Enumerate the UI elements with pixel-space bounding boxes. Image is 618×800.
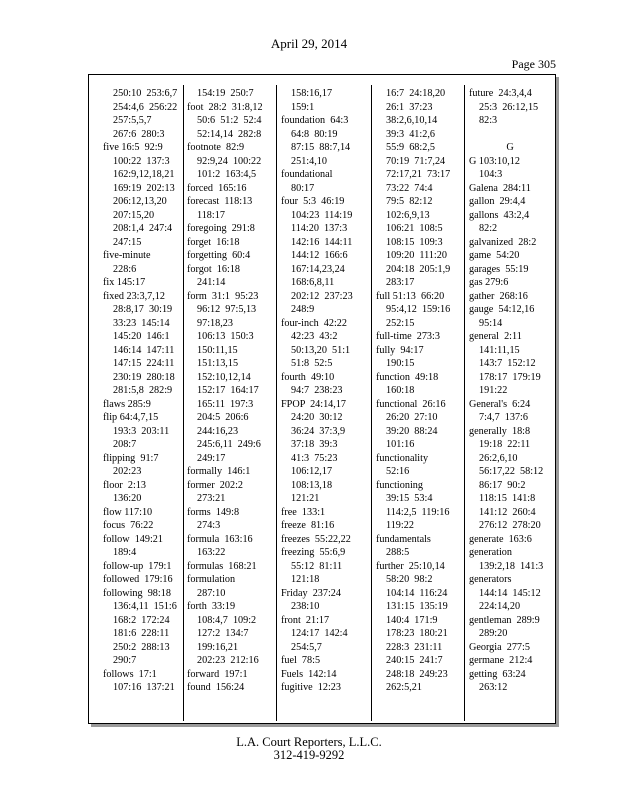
index-line: 39:3 41:2,6 [386,128,435,140]
index-line: 124:17 142:4 [291,628,348,639]
index-line: 207:15,20 [113,209,155,221]
index-line: 247:15 [113,236,142,248]
index-line: 26:2,6,10 [479,452,518,464]
index-line: gather 268:16 [469,290,528,302]
index-line: formulas 168:21 [187,560,257,572]
index-line: 108:15 109:3 [386,236,443,248]
index-line: four 5:3 46:19 [281,196,345,207]
index-line: 108:13,18 [291,479,333,491]
index-line: 52:16 [386,466,410,477]
index-line: 106:12,17 [291,466,333,477]
index-line: 101:2 163:4,5 [197,169,257,180]
index-column-3 [281,87,369,719]
index-line: G 103:10,12 [469,155,520,167]
index-line: 230:19 280:18 [113,371,175,383]
index-line: 142:16 144:11 [291,236,353,248]
index-line: following 98:18 [103,587,171,599]
index-line: functioning [376,479,423,491]
index-line: 206:12,13,20 [113,196,167,207]
index-line: fully 94:17 [376,344,424,356]
index-line: 151:13,15 [197,358,239,369]
index-line: 104:23 114:19 [291,209,353,221]
index-line: flip 64:4,7,15 [103,412,159,423]
column-divider [464,85,465,721]
index-line: formulation [187,574,236,585]
index-line: gas 279:6 [469,277,509,288]
index-line: 167:14,23,24 [291,263,345,275]
index-line: 154:19 250:7 [197,88,254,99]
index-line: form 31:1 95:23 [187,290,259,302]
index-line: 58:20 98:2 [386,574,433,585]
index-line: follow 149:21 [103,533,163,545]
index-line: 249:17 [197,452,226,464]
index-line: 228:3 231:11 [386,641,443,653]
index-line: freeze 81:16 [281,520,335,531]
index-line: formula 163:16 [187,533,253,545]
index-line: generation [469,547,512,558]
index-column-5 [469,87,551,719]
index-line: 160:18 [386,385,415,396]
index-line: 287:10 [197,587,226,599]
index-line: 193:3 203:11 [113,425,170,437]
index-line: 106:13 150:3 [197,331,254,342]
index-line: 42:23 43:2 [291,331,338,342]
index-line: 121:18 [291,574,320,585]
index-line: 144:14 145:12 [479,587,541,599]
index-line: fixed 23:3,7,12 [103,290,165,302]
index-line: 248:18 249:23 [386,668,448,680]
index-line: four-inch 42:22 [281,317,347,329]
index-column-4 [376,87,462,719]
index-line: future 24:3,4,4 [469,88,532,99]
index-column-1 [103,87,185,719]
index-line: Galena 284:11 [469,182,531,194]
index-line: function 49:18 [376,371,439,383]
index-line: foot 28:2 31:8,12 [187,101,263,113]
index-line: 100:22 137:3 [113,155,170,167]
index-line: 150:11,15 [197,344,238,356]
index-line: 114:2,5 119:16 [386,506,450,518]
index-line: 50:6 51:2 52:4 [197,115,262,126]
index-line: 51:8 52:5 [291,358,333,369]
index-line: 202:12 237:23 [291,290,353,302]
index-line: 33:23 145:14 [113,317,170,329]
page-number: Page 305 [511,57,556,71]
footer-company: L.A. Court Reporters, L.L.C. [236,735,382,749]
index-line: focus 76:22 [103,520,154,531]
index-line: fourth 49:10 [281,371,335,383]
index-line: 267:6 280:3 [113,128,165,140]
index-line: 251:4,10 [291,155,327,167]
index-line: G [506,142,514,153]
index-line: 141:12 260:4 [479,506,536,518]
index-line: 82:3 [479,115,498,126]
index-line: flaws 285:9 [103,398,151,410]
index-line: 119:22 [386,520,414,531]
index-line: 24:20 30:12 [291,412,343,423]
index-line: 36:24 37:3,9 [291,425,346,437]
column-divider [183,85,184,721]
index-line: floor 2:13 [103,479,147,491]
index-line: 248:9 [291,304,315,315]
index-line: flipping 91:7 [103,452,159,464]
index-line: 114:20 137:3 [291,223,348,234]
index-line: 95:14 [479,317,503,329]
index-line: 181:6 228:11 [113,628,170,639]
index-line: 168:2 172:24 [113,614,170,626]
index-line: 86:17 90:2 [479,479,526,491]
index-line: 82:2 [479,223,498,234]
index-line: 41:3 75:23 [291,452,338,464]
index-line: 56:17,22 58:12 [479,466,544,477]
index-line: former 202:2 [187,479,244,491]
index-line: 55:9 68:2,5 [386,142,435,153]
index-line: gallon 29:4,4 [469,196,526,207]
index-line: 136:4,11 151:6 [113,601,177,612]
index-line: 169:19 202:13 [113,182,175,194]
index-line: 38:2,6,10,14 [386,115,438,126]
index-line: 118:15 141:8 [479,493,536,504]
index-line: formally 146:1 [187,466,251,477]
index-line: 288:5 [386,547,410,558]
index-line: forecast 118:13 [187,196,253,207]
index-line: flow 117:10 [103,506,153,518]
index-line: 202:23 [113,466,142,477]
index-line [469,128,551,142]
index-line: 244:16,23 [197,425,239,437]
column-divider [371,85,372,721]
index-line: 228:6 [113,263,137,275]
index-line: Georgia 277:5 [469,641,530,653]
index-line: generate 163:6 [469,533,532,545]
index-line: foundational [281,169,333,180]
index-line: functionality [376,452,429,464]
index-line: 96:12 97:5,13 [197,304,257,315]
index-line: 245:6,11 249:6 [197,439,261,450]
index-line: 141:11,15 [479,344,520,356]
index-line: 204:18 205:1,9 [386,263,451,275]
index-line: generators [469,574,512,585]
index-line: 238:10 [291,601,320,612]
index-line: five-minute [103,250,151,261]
index-line: 202:23 212:16 [197,655,259,666]
index-line: FPOP 24:14,17 [281,398,347,410]
index-line: 118:17 [197,209,225,221]
index-line: foundation 64:3 [281,115,349,126]
index-line: 152:17 164:17 [197,385,259,396]
index-line: 19:18 22:11 [479,439,531,450]
index-line: 273:21 [197,493,226,504]
index-line: 204:5 206:6 [197,412,249,423]
index-line: 25:3 26:12,15 [479,101,539,113]
index-line: follow-up 179:1 [103,560,172,572]
index-line: freezes 55:22,22 [281,533,351,545]
index-line: Friday 237:24 [281,587,341,599]
index-line: 289:20 [479,628,508,639]
index-line: 250:2 288:13 [113,641,170,653]
index-line: 95:4,12 159:16 [386,304,451,315]
index-line: 224:14,20 [479,601,521,612]
index-line: 163:22 [197,547,226,558]
index-line: 104:14 116:24 [386,587,448,599]
index-line: 37:18 39:3 [291,439,338,450]
index-line: 158:16,17 [291,88,333,99]
index-line: 162:9,12,18,21 [113,169,175,180]
index-line: 281:5,8 282:9 [113,385,173,396]
index-line: garages 55:19 [469,263,529,275]
index-line: Fuels 142:14 [281,668,337,680]
index-line: gallons 43:2,4 [469,209,530,221]
index-line: forget 16:18 [187,236,240,248]
index-line: full-time 273:3 [376,331,440,342]
index-line: 178:17 179:19 [479,371,541,383]
index-line: 241:14 [197,277,226,288]
index-line: found 156:24 [187,682,245,693]
index-line: functional 26:16 [376,398,446,410]
index-line: 254:5,7 [291,641,322,653]
index-line: getting 63:24 [469,668,526,680]
index-line: 146:14 147:11 [113,344,175,356]
index-line: forced 165:16 [187,182,247,194]
index-line: 97:18,23 [197,317,233,329]
index-line: 290:7 [113,655,137,666]
index-line: 73:22 74:4 [386,182,433,194]
index-line: germane 212:4 [469,655,533,666]
index-line: 139:2,18 141:3 [479,560,544,572]
index-line: gauge 54:12,16 [469,304,535,315]
index-line: 28:8,17 30:19 [113,304,173,315]
index-line: 109:20 111:20 [386,250,447,261]
index-line: 101:16 [386,439,415,450]
index-frame [88,74,556,724]
index-line: gentleman 289:9 [469,614,540,626]
index-line: 274:3 [197,520,221,531]
index-line: game 54:20 [469,250,520,261]
index-line: 102:6,9,13 [386,209,430,221]
index-line: 189:4 [113,547,137,558]
index-line: 178:23 180:21 [386,628,448,639]
index-line: 165:11 197:3 [197,398,254,410]
index-line: further 25:10,14 [376,560,445,572]
index-line: 208:7 [113,439,137,450]
footer-phone: 312-419-9292 [273,748,345,762]
index-line: 131:15 135:19 [386,601,448,612]
index-line: 104:3 [479,169,503,180]
index-line: 16:7 24:18,20 [386,88,446,99]
index-line: 191:22 [479,385,508,396]
index-line: 92:9,24 100:22 [197,155,262,167]
index-line: full 51:13 66:20 [376,290,445,302]
index-line: 80:17 [291,182,315,194]
index-line: 168:6,8,11 [291,277,335,288]
index-line: 199:16,21 [197,641,239,653]
index-line: 257:5,5,7 [113,115,152,126]
index-line: 283:17 [386,277,415,288]
header-date: April 29, 2014 [270,36,348,51]
index-line: 64:8 80:19 [291,128,338,140]
index-line: 79:5 82:12 [386,196,433,207]
index-line: forth 33:19 [187,601,236,612]
index-line: 26:1 37:23 [386,101,433,113]
index-line: 152:10,12,14 [197,371,251,383]
index-line: 94:7 238:23 [291,385,343,396]
index-line: fix 145:17 [103,277,146,288]
index-line: 106:21 108:5 [386,223,443,234]
index-line: 121:21 [291,493,320,504]
index-line: forward 197:1 [187,668,248,680]
index-line: general 2:11 [469,331,522,342]
index-line: forgetting 60:4 [187,250,251,261]
index-line: 136:20 [113,493,142,504]
index-line: 7:4,7 137:6 [479,412,528,423]
index-line: 208:1,4 247:4 [113,223,173,234]
index-line: fugitive 12:23 [281,682,341,693]
index-line: front 21:17 [281,614,330,626]
index-line: forgot 16:18 [187,263,241,275]
index-line: 87:15 88:7,14 [291,142,351,153]
index-line: General's 6:24 [469,398,531,410]
index-line: 254:4,6 256:22 [113,101,178,113]
index-line: 144:12 166:6 [291,250,348,261]
index-line: 276:12 278:20 [479,520,541,531]
index-line: fundamentals [376,533,431,545]
index-line: 263:12 [479,682,508,693]
index-line: 55:12 81:11 [291,560,343,572]
index-line: 50:13,20 51:1 [291,344,351,356]
index-line: fuel 78:5 [281,655,321,666]
index-line: 143:7 152:12 [479,358,536,369]
index-line: 262:5,21 [386,682,422,693]
index-line: generally 18:8 [469,425,531,437]
index-line: 52:14,14 282:8 [197,128,262,140]
index-line: 147:15 224:11 [113,358,175,369]
index-line: 240:15 241:7 [386,655,443,666]
index-line: 39:15 53:4 [386,493,433,504]
index-line: 127:2 134:7 [197,628,249,639]
column-divider [276,85,277,721]
index-line: 252:15 [386,317,415,329]
index-line: 159:1 [291,101,315,113]
index-column-2 [187,87,269,719]
index-line: galvanized 28:2 [469,236,537,248]
index-line: follows 17:1 [103,668,157,680]
index-line: 72:17,21 73:17 [386,169,451,180]
index-line: 250:10 253:6,7 [113,88,178,99]
index-line: 108:4,7 109:2 [197,614,257,626]
index-line: 107:16 137:21 [113,682,175,693]
index-line: freezing 55:6,9 [281,547,346,558]
index-line: 70:19 71:7,24 [386,155,446,167]
index-line: 39:20 88:24 [386,425,438,437]
index-line: footnote 82:9 [187,142,245,153]
index-line: 190:15 [386,358,415,369]
index-line: free 133:1 [281,506,326,518]
index-line: foregoing 291:8 [187,223,255,234]
index-line: 145:20 146:1 [113,331,170,342]
index-line: five 16:5 92:9 [103,142,163,153]
index-line: 140:4 171:9 [386,614,438,626]
index-line: 26:20 27:10 [386,412,438,423]
index-line: followed 179:16 [103,574,173,585]
index-line: forms 149:8 [187,506,240,518]
